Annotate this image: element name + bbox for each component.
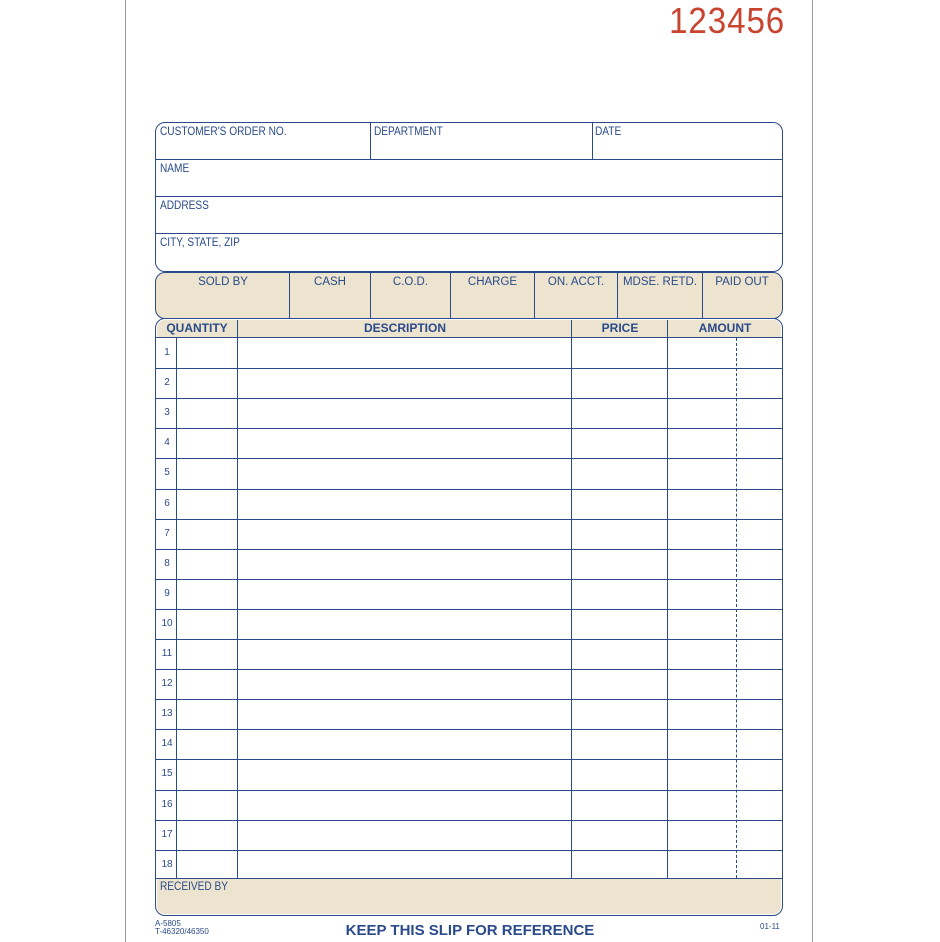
order-no-label: CUSTOMER'S ORDER NO. [160,126,287,138]
row-number: 8 [164,558,170,569]
row-number: 15 [161,768,173,779]
merchandise-returned-label: MDSE. RETD. [622,276,698,288]
row-divider [156,850,782,851]
row-number: 12 [161,678,173,689]
divider [667,320,668,878]
form-code: A-5805 [155,919,181,928]
divider [237,320,238,878]
row-number: 11 [161,648,173,659]
divider [176,338,177,878]
form-code-secondary: T-46320/46350 [155,927,209,936]
amount-header: AMOUNT [698,321,752,335]
row-divider [156,549,782,550]
form-serial-number: 123456 [668,0,785,41]
row-divider [156,790,782,791]
row-divider [156,489,782,490]
cod-label: C.O.D. [392,276,429,288]
price-header: PRICE [601,321,639,335]
row-divider [156,639,782,640]
row-divider [156,428,782,429]
divider [592,123,593,159]
address-label: ADDRESS [160,200,209,212]
paid-out-label: PAID OUT [715,276,769,288]
row-number: 17 [161,829,173,840]
received-by-band [157,879,781,914]
divider [156,159,782,160]
divider [156,337,782,338]
row-number: 4 [164,437,170,448]
department-label: DEPARTMENT [374,126,443,138]
name-label: NAME [160,163,190,175]
cash-label: CASH [314,276,346,288]
row-divider [156,458,782,459]
line-items-table [155,318,783,916]
row-number: 7 [164,528,170,539]
row-divider [156,820,782,821]
row-divider [156,669,782,670]
row-divider [156,729,782,730]
row-number: 5 [164,467,170,478]
city-state-zip-label: CITY, STATE, ZIP [160,237,240,249]
row-number: 9 [164,588,170,599]
divider [156,196,782,197]
row-number: 14 [161,738,173,749]
row-number: 18 [161,859,173,870]
sold-by-label: SOLD BY [198,276,248,288]
row-divider [156,368,782,369]
revision-code: 01-11 [760,922,780,931]
row-number: 1 [164,347,170,358]
date-label: DATE [595,126,622,138]
row-number: 6 [164,498,170,509]
row-number: 2 [164,377,170,388]
row-number: 10 [161,618,173,629]
cents-divider [736,338,737,878]
reference-note: KEEP THIS SLIP FOR REFERENCE [345,922,595,939]
row-number: 16 [161,799,173,810]
row-number: 3 [164,407,170,418]
charge-label: CHARGE [467,276,518,288]
row-divider [156,609,782,610]
row-divider [156,519,782,520]
quantity-header: QUANTITY [166,321,228,335]
divider [156,233,782,234]
divider [571,320,572,878]
row-divider [156,579,782,580]
row-divider [156,759,782,760]
customer-info-box [155,122,783,272]
row-number: 13 [161,708,173,719]
on-account-label: ON. ACCT. [547,276,605,288]
row-divider [156,398,782,399]
row-divider [156,699,782,700]
description-header: DESCRIPTION [363,321,446,335]
divider [370,123,371,159]
received-by-label: RECEIVED BY [160,881,229,893]
